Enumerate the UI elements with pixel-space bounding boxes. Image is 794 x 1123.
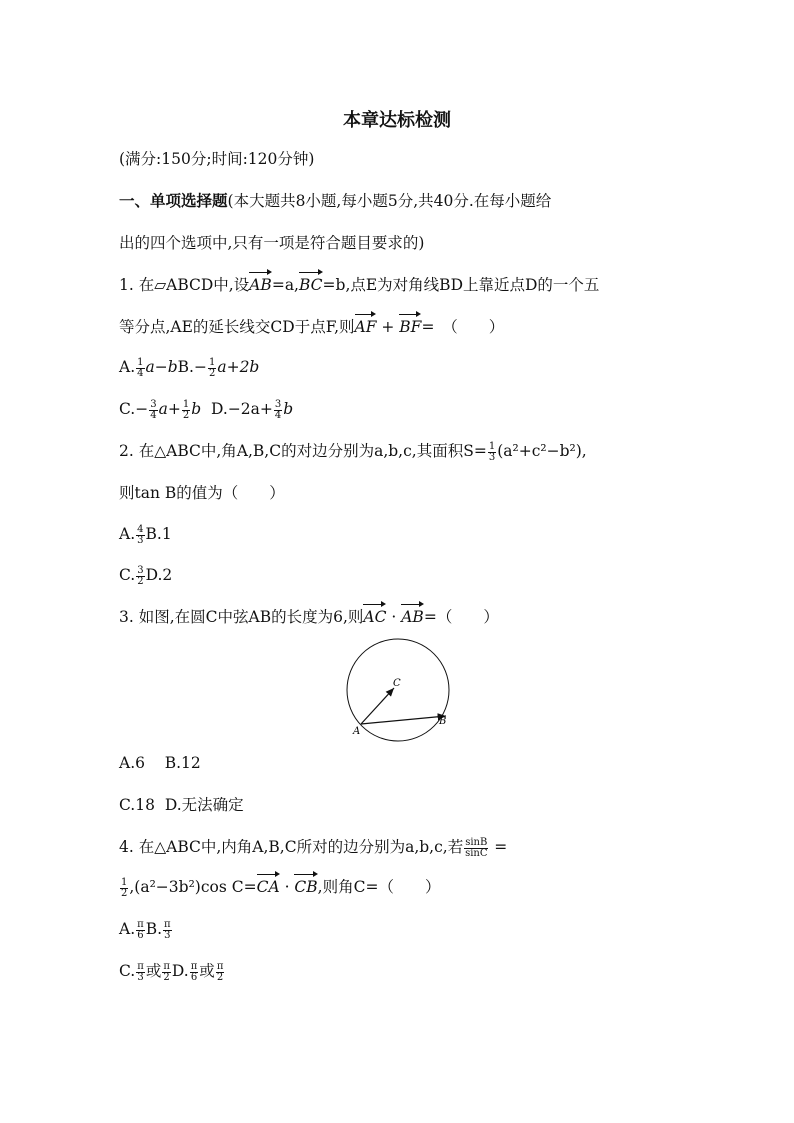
fraction <box>216 962 225 983</box>
vector-bc: BC <box>298 276 323 294</box>
fraction <box>136 920 145 941</box>
q3-option-c: C.18 <box>119 796 155 814</box>
fraction <box>274 400 282 421</box>
exam-meta: (满分:150分;时间:120分钟) <box>119 150 315 168</box>
q1-option-c-mid: a+ <box>158 400 181 418</box>
frac-num: π <box>137 960 144 972</box>
q3-text-b: =（ ） <box>423 608 499 626</box>
q1-option-c: C.− <box>119 400 149 418</box>
vector-ac-arrow <box>361 688 394 724</box>
q1-option-d: D.−2a+ <box>211 400 273 418</box>
frac-num: 3 <box>274 398 282 410</box>
q2-option-c: C. <box>119 566 136 584</box>
frac-den: 2 <box>208 367 216 379</box>
frac-num: π <box>164 918 171 930</box>
frac-den: 6 <box>190 971 198 983</box>
fraction <box>136 358 144 379</box>
q4-or: 或 <box>145 962 162 980</box>
q2-option-b: B.1 <box>145 525 172 543</box>
fraction <box>149 400 157 421</box>
q4-text-c: ,则角C=（ ） <box>317 878 441 896</box>
frac-den: 2 <box>121 887 128 899</box>
q1-text-e: = （ ） <box>421 318 505 336</box>
vector-af: AF <box>354 318 377 336</box>
frac-den: sinC <box>465 847 488 859</box>
q3-text-a: 3. 如图,在圆C中弦AB的长度为6,则 <box>119 608 364 626</box>
q2-stem-2: 则tan B的值为（ ） <box>119 484 285 502</box>
q4-option-b: B. <box>145 920 163 938</box>
section-heading: 一、单项选择题 <box>119 191 228 210</box>
frac-num: 1 <box>208 356 216 368</box>
dot-operator: · <box>279 878 295 896</box>
q1-option-a-tail: a−b <box>145 358 178 376</box>
label-a: A <box>353 726 361 737</box>
vector-ab-arrow <box>361 716 446 724</box>
section-desc-1: (本大题共8小题,每小题5分,共40分.在每小题给 <box>227 192 552 210</box>
frac-den: 3 <box>488 451 496 463</box>
frac-num: 4 <box>137 523 144 535</box>
fraction <box>136 962 145 983</box>
frac-num: 1 <box>137 356 144 368</box>
frac-num: π <box>190 960 198 972</box>
q1-option-d-tail: b <box>283 400 294 418</box>
q1-option-a: A. <box>119 358 136 376</box>
vector-cb: CB <box>294 878 318 896</box>
q1-text-a: 1. 在▱ABCD中,设 <box>119 276 250 294</box>
section-desc-2: 出的四个选项中,只有一项是符合题目要求的) <box>119 234 425 252</box>
q3-options-ab <box>119 752 201 774</box>
q1-options-cd <box>119 398 293 421</box>
q4-option-d: D. <box>171 962 189 980</box>
q1-options-ab <box>119 356 259 379</box>
vector-ab: AB <box>249 276 272 294</box>
frac-num: 1 <box>182 398 190 410</box>
frac-num: π <box>163 960 170 972</box>
q1-text-b: =a, <box>271 276 299 294</box>
frac-num: 3 <box>150 398 157 410</box>
frac-den: 2 <box>182 409 190 421</box>
section-heading-line <box>119 190 551 212</box>
fraction <box>136 566 144 587</box>
frac-den: 2 <box>216 971 224 983</box>
q4-option-a: A. <box>119 920 136 938</box>
frac-num: π <box>137 918 144 930</box>
fraction <box>120 878 128 899</box>
q1-text-d: 等分点,AE的延长线交CD于点F,则 <box>119 318 355 336</box>
label-c: C <box>393 678 401 689</box>
q3-options-cd <box>119 794 244 816</box>
frac-den: 2 <box>137 575 144 587</box>
frac-den: 4 <box>274 409 282 421</box>
q1-option-b: B.− <box>177 358 207 376</box>
q4-equals: = <box>489 838 508 856</box>
q4-options-ab <box>119 918 173 941</box>
q3-option-d: D.无法确定 <box>164 796 244 814</box>
q1-option-c-tail: b <box>191 400 202 418</box>
fraction <box>488 442 496 463</box>
vector-ac: AC <box>363 608 387 626</box>
q4-stem-2 <box>119 876 440 899</box>
q4-stem-1 <box>119 836 507 859</box>
frac-den: 3 <box>137 534 144 546</box>
q2-text-a: 2. 在△ABC中,角A,B,C的对边分别为a,b,c,其面积S= <box>119 442 487 460</box>
q1-option-b-tail: a+2b <box>217 358 260 376</box>
q4-text-a: 4. 在△ABC中,内角A,B,C所对的边分别为a,b,c,若 <box>119 838 464 856</box>
q1-text-c: =b,点E为对角线BD上靠近点D的一个五 <box>322 276 600 294</box>
vector-ca: CA <box>256 878 280 896</box>
fraction <box>136 525 144 546</box>
frac-den: 3 <box>137 971 144 983</box>
page-title: 本章达标检测 <box>343 110 451 131</box>
q3-option-b: B.12 <box>164 754 201 772</box>
frac-den: 3 <box>164 929 171 941</box>
frac-num: 3 <box>137 564 144 576</box>
q1-stem-1 <box>119 274 599 296</box>
frac-den: 4 <box>137 367 144 379</box>
fraction <box>182 400 190 421</box>
q2-option-a: A. <box>119 525 136 543</box>
label-b: B <box>439 716 447 727</box>
q2-options-ab <box>119 523 172 546</box>
q2-text-b: (a²+c²−b²), <box>497 442 587 460</box>
q3-stem <box>119 606 499 628</box>
frac-num: sinB <box>465 836 488 848</box>
q4-option-c: C. <box>119 962 136 980</box>
frac-num: 1 <box>121 876 128 888</box>
q3-option-a: A.6 <box>119 754 145 772</box>
fraction <box>162 962 171 983</box>
fraction <box>190 962 199 983</box>
q4-or: 或 <box>199 962 215 980</box>
q2-option-d: D.2 <box>145 566 173 584</box>
frac-den: 4 <box>150 409 157 421</box>
dot-operator: · <box>386 608 402 626</box>
q2-stem-1 <box>119 440 587 463</box>
q1-stem-2: 等分点,AE的延长线交CD于点F,则AF + BF= （ ） <box>119 318 505 336</box>
q4-options-cd <box>119 960 225 983</box>
circle <box>347 639 449 741</box>
vector-ab: AB <box>401 608 424 626</box>
fraction <box>163 920 172 941</box>
q2-options-cd <box>119 564 172 587</box>
vector-bf: BF <box>399 318 422 336</box>
frac-den: 6 <box>137 929 144 941</box>
circle-figure <box>340 638 460 748</box>
q4-text-b: ,(a²−3b²)cos C= <box>129 878 257 896</box>
frac-num: π <box>216 960 224 972</box>
frac-den: 2 <box>163 971 170 983</box>
fraction <box>464 838 488 859</box>
fraction <box>208 358 216 379</box>
frac-num: 1 <box>488 440 496 452</box>
